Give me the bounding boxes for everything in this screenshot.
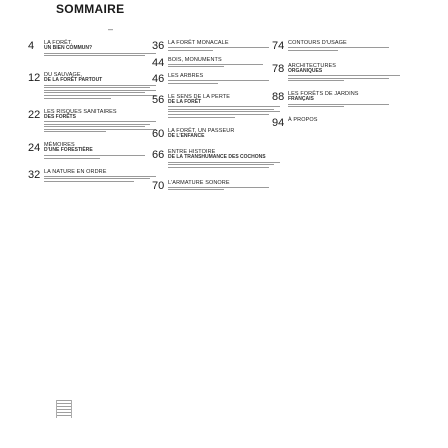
barcode-icon	[56, 400, 72, 418]
toc-entry-body	[168, 94, 280, 118]
toc-entry-description	[288, 47, 400, 51]
toc-entry-title: LES RISQUES SANITAIRES	[44, 108, 117, 115]
text-line	[168, 66, 224, 67]
text-line	[288, 47, 389, 48]
toc-entry-description	[168, 187, 280, 191]
toc-entry-body	[168, 57, 280, 68]
toc-entry-title: BOIS, MONUMENTS	[168, 56, 222, 63]
toc-entry-description	[44, 85, 156, 99]
toc-entry-body	[44, 40, 156, 56]
text-line	[44, 95, 156, 96]
text-line	[168, 109, 274, 110]
toc-entry-subtitle: DE L'ENFANCE	[168, 132, 205, 139]
toc-entry-description	[168, 64, 280, 68]
toc-page-number: 60	[152, 127, 165, 140]
text-line	[44, 155, 145, 156]
toc-entry-title: ENTRE HISTOIRE	[168, 149, 216, 156]
toc-entry-title: LES FORÊTS DE JARDINS	[288, 91, 359, 98]
toc-entry[interactable]	[272, 40, 400, 51]
text-line	[168, 117, 235, 118]
toc-entry-description	[168, 47, 280, 51]
toc-page-number: 66	[152, 149, 165, 162]
page-title: SOMMAIRE	[56, 2, 125, 16]
toc-entry-title: DU SAUVAGE,	[44, 72, 83, 79]
toc-entry-body	[168, 40, 280, 51]
text-line	[168, 162, 280, 163]
text-line	[44, 55, 145, 56]
toc-page-number: 70	[152, 179, 165, 192]
toc-entry-title: LES ARBRES	[168, 73, 204, 80]
toc-entry-description	[44, 53, 156, 57]
toc-entry-description	[44, 121, 156, 132]
text-line	[288, 78, 389, 79]
text-line	[44, 92, 145, 93]
text-line	[44, 181, 134, 182]
toc-entry-title: À PROPOS	[288, 117, 318, 124]
toc-entry[interactable]	[272, 91, 400, 107]
toc-entry-body	[168, 149, 280, 168]
toc-column-3	[272, 40, 400, 130]
toc-page-number: 22	[28, 108, 41, 121]
text-line	[44, 87, 150, 88]
toc-entry-body	[168, 73, 280, 84]
toc-page-number: 78	[272, 62, 285, 75]
toc-entry-body	[44, 169, 156, 182]
toc-entry-description	[288, 75, 400, 81]
text-line	[168, 47, 269, 48]
text-line	[44, 176, 156, 177]
text-line	[168, 167, 269, 168]
toc-entry-subtitle: DE LA FORÊT PARTOUT	[44, 77, 103, 84]
text-line	[288, 80, 344, 81]
toc-entry[interactable]	[152, 73, 280, 84]
text-line	[168, 111, 280, 112]
title-dash: –	[108, 24, 114, 34]
toc-entry-description	[288, 104, 400, 108]
toc-page-number: 44	[152, 56, 165, 69]
toc-entry-title: ARCHITECTURES	[288, 62, 337, 69]
toc-column-2	[152, 40, 280, 192]
text-line	[288, 50, 338, 51]
toc-entry[interactable]	[152, 94, 280, 118]
toc-entry[interactable]	[272, 63, 400, 82]
toc-entry-title: LA FORÊT, UN PASSEUR	[168, 127, 235, 134]
toc-entry[interactable]	[152, 40, 280, 51]
toc-page-number: 74	[272, 40, 285, 52]
text-line	[44, 124, 150, 125]
toc-page-number: 4	[28, 40, 35, 52]
text-line	[288, 104, 389, 105]
toc-entry-description	[168, 80, 280, 84]
text-line	[44, 131, 106, 132]
text-line	[168, 80, 269, 81]
toc-entry[interactable]	[152, 149, 280, 168]
toc-entry-subtitle: DES FORÊTS	[44, 113, 76, 120]
text-line	[44, 98, 111, 99]
toc-entry-body	[168, 180, 280, 191]
toc-page-number: 12	[28, 72, 41, 85]
toc-column-1	[28, 40, 156, 183]
text-line	[44, 126, 145, 127]
toc-entry-body	[44, 72, 156, 98]
toc-entry-title: L'ARMATURE SONORE	[168, 179, 230, 186]
toc-entry-title: LA NATURE EN ORDRE	[44, 168, 107, 175]
text-line	[168, 106, 280, 107]
text-line	[44, 90, 156, 91]
toc-page-number: 56	[152, 93, 165, 106]
toc-page-number: 32	[28, 168, 41, 181]
toc-entry-title: LE SENS DE LA PERTE	[168, 93, 231, 100]
toc-entry-body	[288, 63, 400, 82]
text-line	[288, 75, 400, 76]
text-line	[44, 85, 156, 86]
toc-entry-body	[168, 128, 280, 140]
toc-entry-title: MÉMOIRES	[44, 142, 75, 149]
toc-entry-title: LA FORÊT,	[44, 40, 73, 46]
toc-page-number: 24	[28, 142, 41, 155]
toc-page-number: 46	[152, 73, 165, 86]
toc-entry-body	[288, 40, 400, 51]
toc-entry-body	[44, 109, 156, 133]
toc-entry-description	[168, 106, 280, 117]
toc-entry-title: CONTOURS D'USAGE	[288, 40, 347, 46]
toc-entry[interactable]	[152, 57, 280, 68]
toc-page-number: 36	[152, 40, 165, 52]
text-line	[168, 114, 269, 115]
toc-entry-description	[168, 162, 280, 168]
text-line	[168, 64, 263, 65]
toc-entry[interactable]	[272, 117, 400, 130]
toc-entry-subtitle: DE LA FORÊT	[168, 98, 202, 105]
toc-entry-subtitle: FRANÇAIS	[288, 96, 314, 103]
text-line	[44, 121, 156, 122]
toc-entry[interactable]	[152, 128, 280, 140]
toc-entry-body	[288, 91, 400, 107]
toc-entry-subtitle: UN BIEN COMMUN?	[44, 45, 93, 51]
text-line	[168, 50, 213, 51]
toc-entry[interactable]	[28, 40, 156, 56]
text-line	[44, 129, 156, 130]
text-line	[168, 83, 218, 84]
toc-entry[interactable]	[152, 180, 280, 191]
text-line	[44, 53, 156, 54]
text-line	[44, 158, 100, 159]
text-line	[168, 187, 269, 188]
toc-entry-body	[288, 117, 400, 123]
text-line	[44, 178, 150, 179]
toc-entry-title: LA FORÊT MONACALE	[168, 40, 229, 46]
toc-entry-subtitle: ORGANIQUES	[288, 67, 323, 74]
toc-entry[interactable]	[28, 142, 156, 158]
toc-entry[interactable]	[28, 169, 156, 182]
toc-page-number: 88	[272, 91, 285, 104]
toc-entry-body	[44, 142, 156, 158]
toc-entry-subtitle: DE LA TRANSHUMANCE DES COCHONS	[168, 154, 266, 161]
text-line	[168, 164, 274, 165]
toc-entry[interactable]	[28, 72, 156, 98]
toc-entry-subtitle: D'UNE FORESTIÈRE	[44, 147, 93, 154]
text-line	[288, 106, 344, 107]
toc-entry-description	[44, 155, 156, 159]
text-line	[168, 189, 224, 190]
toc-page-number: 94	[272, 117, 285, 130]
toc-entry-description	[44, 176, 156, 182]
toc-entry[interactable]	[28, 109, 156, 133]
